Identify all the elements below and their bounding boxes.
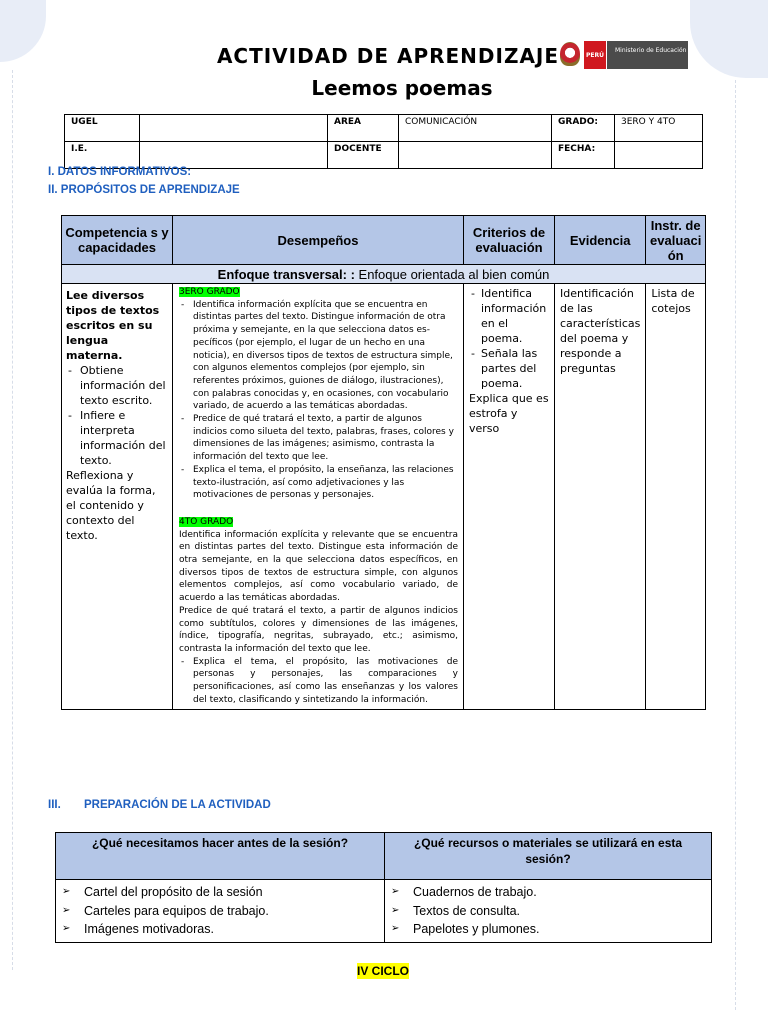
fecha-value xyxy=(615,142,703,169)
area-value: COMUNICACIÓN xyxy=(399,115,552,142)
logo-country: PERÚ xyxy=(584,41,606,69)
desempeno-item: - Explica el tema, el propósito, las motivaciones de personas y personajes, las comparaciones y personificaciones, así como las enseñanzas y los valores del texto, clasificando y sintetizando la información. xyxy=(193,656,458,707)
prep-header-resources: ¿Qué recursos o materiales se utilizará en esta sesión? xyxy=(385,833,712,880)
list-item xyxy=(62,920,380,939)
desempeno-paragraph: Identifica información explícita y relevante que se encuentra en distintas partes del texto. Distingue esta información de otra semejante, en la que selecciona datos específicos, en diversos tipos de textos de estructura simple, con algunos elementos complejos, así como vocabulario variado, de acuerdo a las temáticas abordadas. xyxy=(179,529,458,604)
list-item-text: Cartel del propósito de la sesión xyxy=(84,885,263,899)
capacidad-item: - Obtiene información del texto escrito. xyxy=(80,363,168,408)
criterio-item: - Identifica información en el poema. xyxy=(481,286,549,346)
criterio-closing: Explica que es estrofa y verso xyxy=(469,392,549,435)
document-subtitle: Leemos poemas xyxy=(311,76,493,100)
list-item-text: Textos de consulta. xyxy=(413,903,521,918)
col-header-criterios: Criterios de evaluación xyxy=(464,216,555,265)
grado-value: 3ERO Y 4TO xyxy=(615,115,703,142)
grado-label: GRADO: xyxy=(552,115,615,142)
desempenos-cell xyxy=(173,284,464,710)
preparation-table xyxy=(55,832,712,943)
criterio-item: - Señala las partes del poema. xyxy=(481,346,549,391)
arrow-bullet-icon: ➢ xyxy=(391,886,400,897)
desempeno-paragraph: Predice de qué tratará el texto, a partir de algunos indicios como subtítulos, colores y dimensiones de las imágenes, índice, tipografía, negritas, subrayado, etc.; asimismo, contrasta la información del texto que lee. xyxy=(179,605,458,654)
list-item-text: Imágenes motivadoras. xyxy=(84,922,214,937)
desempeno-item: - Explica el tema, el propósito, la enseñanza, las relaciones texto-ilustración, así como adjetivaciones y las motivaciones de personas y personajes. xyxy=(193,464,458,502)
section-heading-datos: I. DATOS INFORMATIVOS: xyxy=(48,166,192,178)
col-header-desempenos: Desempeños xyxy=(173,216,464,265)
ciclo-tag: IV CICLO xyxy=(357,964,410,978)
col-header-instrumento: Instr. de evaluaci ón xyxy=(646,216,706,265)
ugel-label: UGEL xyxy=(65,115,140,142)
arrow-bullet-icon: ➢ xyxy=(391,923,400,935)
list-item xyxy=(391,883,707,902)
arrow-bullet-icon: ➢ xyxy=(391,904,400,916)
docente-value xyxy=(399,142,552,169)
col-header-evidencia: Evidencia xyxy=(555,216,646,265)
capacidad-item: - Infiere e interpreta información del texto. xyxy=(80,408,168,468)
list-item xyxy=(391,920,707,939)
section-heading-preparacion: PREPARACIÓN DE LA ACTIVIDAD xyxy=(84,799,271,811)
competencia-cell xyxy=(62,284,173,710)
section-number-preparacion: III. xyxy=(48,799,61,811)
criterios-cell xyxy=(464,284,555,710)
national-emblem-icon xyxy=(560,42,580,66)
ugel-value xyxy=(140,115,328,142)
prep-before-cell xyxy=(56,880,385,943)
list-item xyxy=(62,902,380,921)
ie-value xyxy=(140,142,328,169)
minedu-logo xyxy=(560,41,688,69)
info-table xyxy=(64,114,703,169)
list-item-text: Papelotes y plumones. xyxy=(413,922,540,937)
arrow-bullet-icon: ➢ xyxy=(62,904,71,916)
desempeno-item: - Identifica información explícita que se encuentra en distintas partes del texto. Distingue información de otra próxima y semejante, en la que selecciona datos es-pecíficos (por ejemplo, el lugar de un hecho en una noticia), en diversos tipos de textos de estructura simple, con algunos elementos complejos (por ejemplo, sin referentes próximos, guiones de diálogo, ilustraciones), con palabras conocidas y, en ocasiones, con vocabulario variado, de acuerdo a las temáticas abordadas. xyxy=(193,299,458,413)
grade-tag-4: 4TO GRADO xyxy=(179,516,234,527)
fecha-label: FECHA: xyxy=(552,142,615,169)
prep-header-before: ¿Qué necesitamos hacer antes de la sesión? xyxy=(56,833,385,880)
capacidad-closing: Reflexiona y evalúa la forma, el contenido y contexto del texto. xyxy=(66,469,156,542)
enfoque-label: Enfoque transversal: : xyxy=(217,266,355,282)
instrumento-cell: Lista de cotejos xyxy=(646,284,706,710)
arrow-bullet-icon: ➢ xyxy=(62,886,71,897)
enfoque-value: Enfoque orientada al bien común xyxy=(354,266,550,282)
margin-line xyxy=(12,70,13,970)
grade-tag-3: 3ERO GRADO xyxy=(179,287,240,297)
list-item-text: Cuadernos de trabajo. xyxy=(413,885,537,899)
area-label: AREA xyxy=(328,115,399,142)
desempeno-item: - Predice de qué tratará el texto, a partir de algunos indicios como silueta del texto, palabras, frases, colores y dimensiones de las imágenes; asimismo, contrasta la información del texto que lee. xyxy=(193,413,458,464)
prep-resources-cell xyxy=(385,880,712,943)
list-item xyxy=(62,883,380,902)
enfoque-row xyxy=(62,265,706,284)
list-item-text: Carteles para equipos de trabajo. xyxy=(84,903,269,918)
docente-label: DOCENTE xyxy=(328,142,399,169)
competencia-title: Lee diversos tipos de textos escritos en su lengua materna. xyxy=(66,289,160,362)
ie-label: I.E. xyxy=(65,142,140,169)
evidencia-cell: Identificación de las características del poema y responde a preguntas xyxy=(555,284,646,710)
document-title: ACTIVIDAD DE APRENDIZAJE xyxy=(216,44,560,68)
logo-ministry: Ministerio de Educación xyxy=(607,41,688,69)
col-header-competencias: Competencia s y capacidades xyxy=(62,216,173,265)
arrow-bullet-icon: ➢ xyxy=(62,923,71,935)
competency-table xyxy=(61,215,706,710)
section-heading-propositos: II. PROPÓSITOS DE APRENDIZAJE xyxy=(48,184,240,196)
list-item xyxy=(391,902,707,921)
margin-line xyxy=(735,80,736,1010)
